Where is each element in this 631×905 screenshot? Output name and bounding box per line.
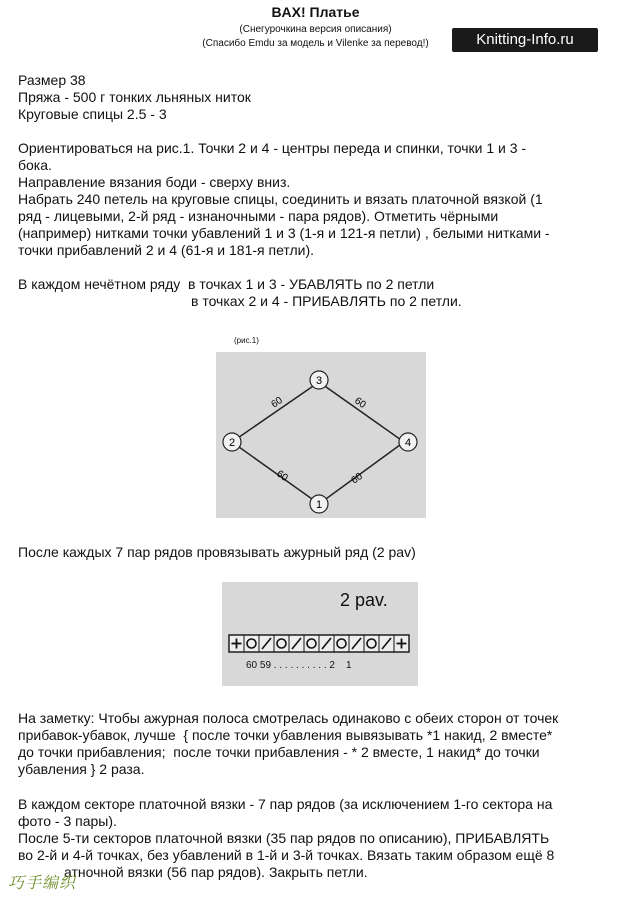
subtitle-version: (Снегурочкина версия описания): [239, 24, 392, 35]
spec-size: Размер 38: [18, 72, 86, 88]
rhombus-diagram: [216, 352, 426, 518]
point-1: [310, 495, 328, 513]
intro-line: Направление вязания боди - сверху вниз.: [18, 174, 291, 190]
site-watermark: Knitting-Info.ru: [452, 28, 598, 52]
edge-label: 60: [269, 395, 285, 411]
spec-needles: Круговые спицы 2.5 - 3: [18, 106, 167, 122]
intro-line: ряд - лицевыми, 2-й ряд - изнаночными - пара рядов). Отметить чёрными: [18, 208, 499, 224]
sector-line: во 2-й и 4-й точках, без убавлений в 1-й и 3-й точках. Вязать таким образом ещё 8: [18, 847, 555, 863]
point-2: [223, 433, 241, 451]
note-line: убавления } 2 раза.: [18, 761, 145, 777]
svg-text:4: 4: [404, 437, 412, 449]
intro-line: точки прибавлений 2 и 4 (61-я и 181-я петли).: [18, 242, 315, 258]
intro-line: бока.: [18, 157, 52, 173]
point-4: [399, 433, 417, 451]
spec-yarn: Пряжа - 500 г тонких льняных ниток: [18, 89, 251, 105]
stitch-row: [228, 632, 414, 656]
edge-label: 60: [274, 468, 290, 484]
intro-line: Ориентироваться на рис.1. Точки 2 и 4 - центры переда и спинки, точки 1 и 3 -: [18, 140, 527, 156]
edge-label: 60: [352, 395, 368, 411]
svg-text:1: 1: [315, 499, 323, 511]
sector-line: В каждом секторе платочной вязки - 7 пар рядов (за исключением 1-го сектора на: [18, 796, 553, 812]
page-title: BAX! Платье: [271, 4, 360, 20]
point-3: [310, 371, 328, 389]
figure1-diagram: [216, 352, 426, 518]
svg-text:2: 2: [228, 437, 236, 449]
rhombus-outline: [232, 382, 404, 504]
figure1-caption: (рис.1): [234, 336, 259, 345]
site-logo: 巧手编织: [8, 873, 77, 892]
intro-line: (например) нитками точки убавлений 1 и 3 (1-я и 121-я петли) , белыми нитками -: [18, 225, 550, 241]
sector-line: фото - 3 пары).: [18, 813, 117, 829]
svg-text:3: 3: [315, 375, 323, 387]
note-line: прибавок-убавок, лучше { после точки убавления вывязывать *1 накид, 2 вместе*: [18, 727, 553, 743]
note-line: На заметку: Чтобы ажурная полоса смотрелась одинаково с обеих сторон от точек: [18, 710, 559, 726]
chart-title: 2 pav.: [340, 590, 388, 610]
sector-line: После 5-ти секторов платочной вязки (35 пар рядов по описанию), ПРИБАВЛЯТЬ: [18, 830, 550, 846]
note-line: до точки прибавления; после точки прибавления - * 2 вместе, 1 накид* до точки: [18, 744, 540, 760]
sector-line: атночной вязки (56 пар рядов). Закрыть петли.: [64, 864, 368, 880]
intro-line: Набрать 240 петель на круговые спицы, соединить и вязать платочной вязкой (1: [18, 191, 543, 207]
rule-decrease: В каждом нечётном ряду в точках 1 и 3 - УБАВЛЯТЬ по 2 петли: [18, 276, 435, 292]
lace-row-note: После каждых 7 пар рядов провязывать ажурный ряд (2 pav): [18, 544, 416, 560]
rule-increase: в точках 2 и 4 - ПРИБАВЛЯТЬ по 2 петли.: [191, 293, 462, 309]
edge-label: 60: [349, 471, 365, 487]
stitch-numbers: 60 59 . . . . . . . . . . 2 1: [246, 660, 352, 671]
subtitle-credits: (Спасибо Emdu за модель и Vilenke за перевод!): [202, 38, 429, 49]
figure2-chart: [222, 582, 418, 686]
